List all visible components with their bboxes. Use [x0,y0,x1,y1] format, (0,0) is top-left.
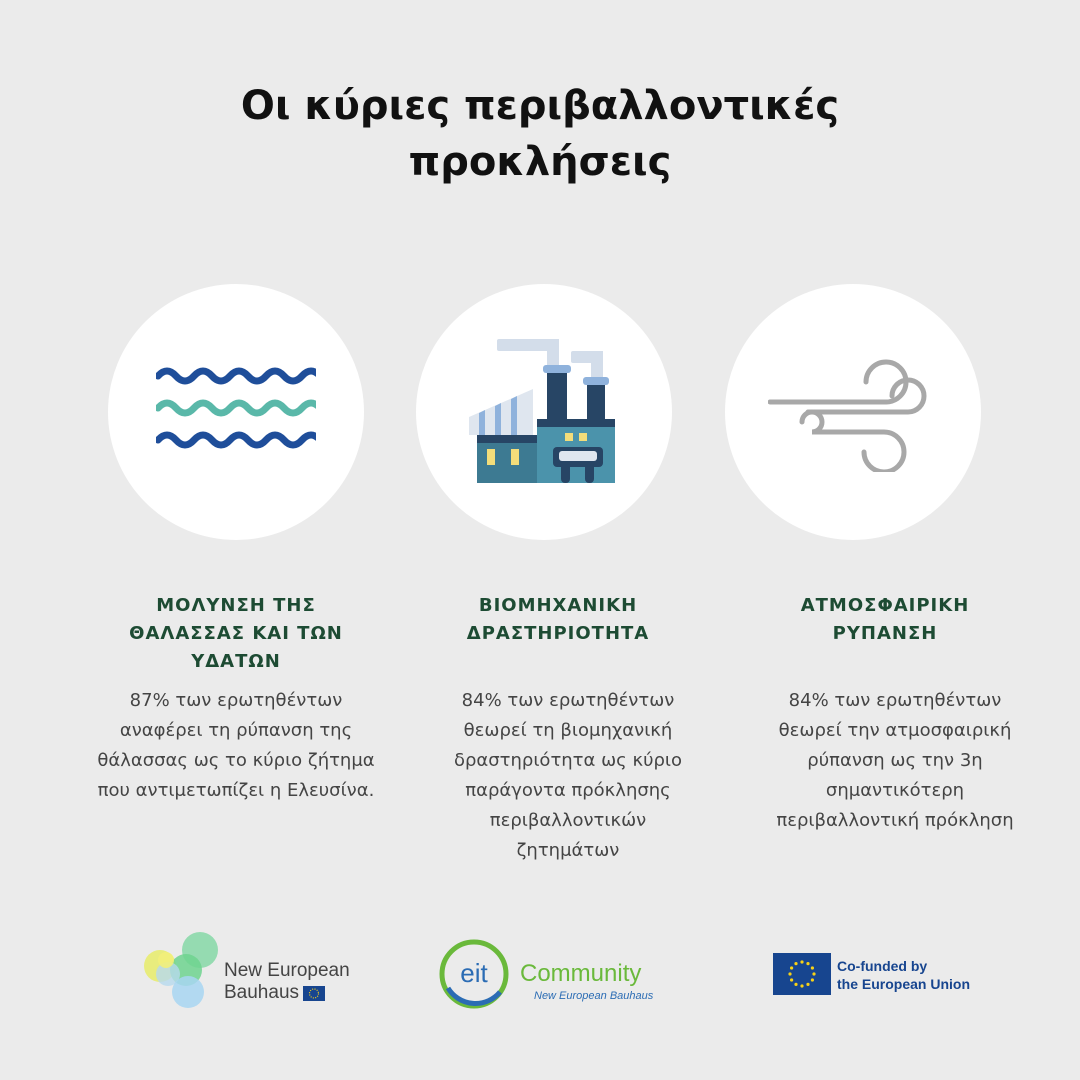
neb-bubbles-icon [138,928,224,1018]
heading-line: ΥΔΑΤΩΝ [191,651,281,672]
heading-line: ΑΤΜΟΣΦΑΙΡΙΚΗ [800,595,970,616]
eu-flag-icon [303,986,325,1001]
eit-subtitle: New European Bauhaus [534,990,654,1002]
description-line: σημαντικότερη [825,780,965,801]
description-line: ζητημάτων [516,840,620,861]
air-pollution-heading [735,592,1035,648]
eu-line-2: the European Union [837,976,970,992]
description-line: περιβαλλοντικών [489,810,647,831]
wind-icon [768,352,938,472]
page-title [0,78,1080,190]
heading-line: ΒΙΟΜΗΧΑΝΙΚΗ [478,595,638,616]
description-line: 84% των ερωτηθέντων [461,690,675,711]
factory-icon [469,337,619,487]
description-line: 84% των ερωτηθέντων [788,690,1002,711]
air-pollution-icon-circle [725,284,981,540]
sea-pollution-icon-circle [108,284,364,540]
waves-icon [156,362,316,462]
heading-line: ΔΡΑΣΤΗΡΙΟΤΗΤΑ [466,623,650,644]
description-line: ρύπανση ως την 3η [807,750,983,771]
description-line: θάλασσας ως το κύριο ζήτημα [97,750,375,771]
air-pollution-description [735,686,1055,836]
description-line: που αντιμετωπίζει η Ελευσίνα. [97,780,375,801]
eit-community-logo [434,934,684,1014]
description-line: 87% των ερωτηθέντων [129,690,343,711]
description-line: θεωρεί τη βιομηχανική [463,720,673,741]
eit-mark-text: eit [460,958,488,988]
description-line: παράγοντα πρόκλησης [465,780,671,801]
industrial-activity-heading [408,592,708,648]
sea-pollution-description [76,686,396,806]
heading-line: ΡΥΠΑΝΣΗ [832,623,938,644]
heading-line: ΜΟΛΥΝΣΗ ΤΗΣ [156,595,316,616]
neb-line-1: New European [224,960,350,981]
description-line: θεωρεί την ατμοσφαιρική [778,720,1012,741]
neb-wordmark [224,960,350,1004]
industrial-activity-icon-circle [416,284,672,540]
page-title-line-1: Οι κύριες περιβαλλοντικές [240,83,840,129]
sea-pollution-heading [86,592,386,676]
heading-line: ΘΑΛΑΣΣΑΣ ΚΑΙ ΤΩΝ [129,623,343,644]
new-european-bauhaus-logo [138,928,368,1018]
eu-flag-icon [773,953,831,995]
description-line: αναφέρει τη ρύπανση της [119,720,353,741]
eu-cofunded-text [837,957,970,993]
neb-line-2: Bauhaus [224,982,300,1003]
description-line: περιβαλλοντική πρόκληση [776,810,1014,831]
eit-ring-icon [434,934,514,1014]
industrial-activity-description [408,686,728,866]
page-title-line-2: προκλήσεις [408,139,672,185]
description-line: δραστηριότητα ως κύριο [453,750,683,771]
eit-community-word: Community [520,960,642,987]
eu-line-1: Co-funded by [837,958,928,974]
eu-cofunded-logo [773,953,1003,999]
